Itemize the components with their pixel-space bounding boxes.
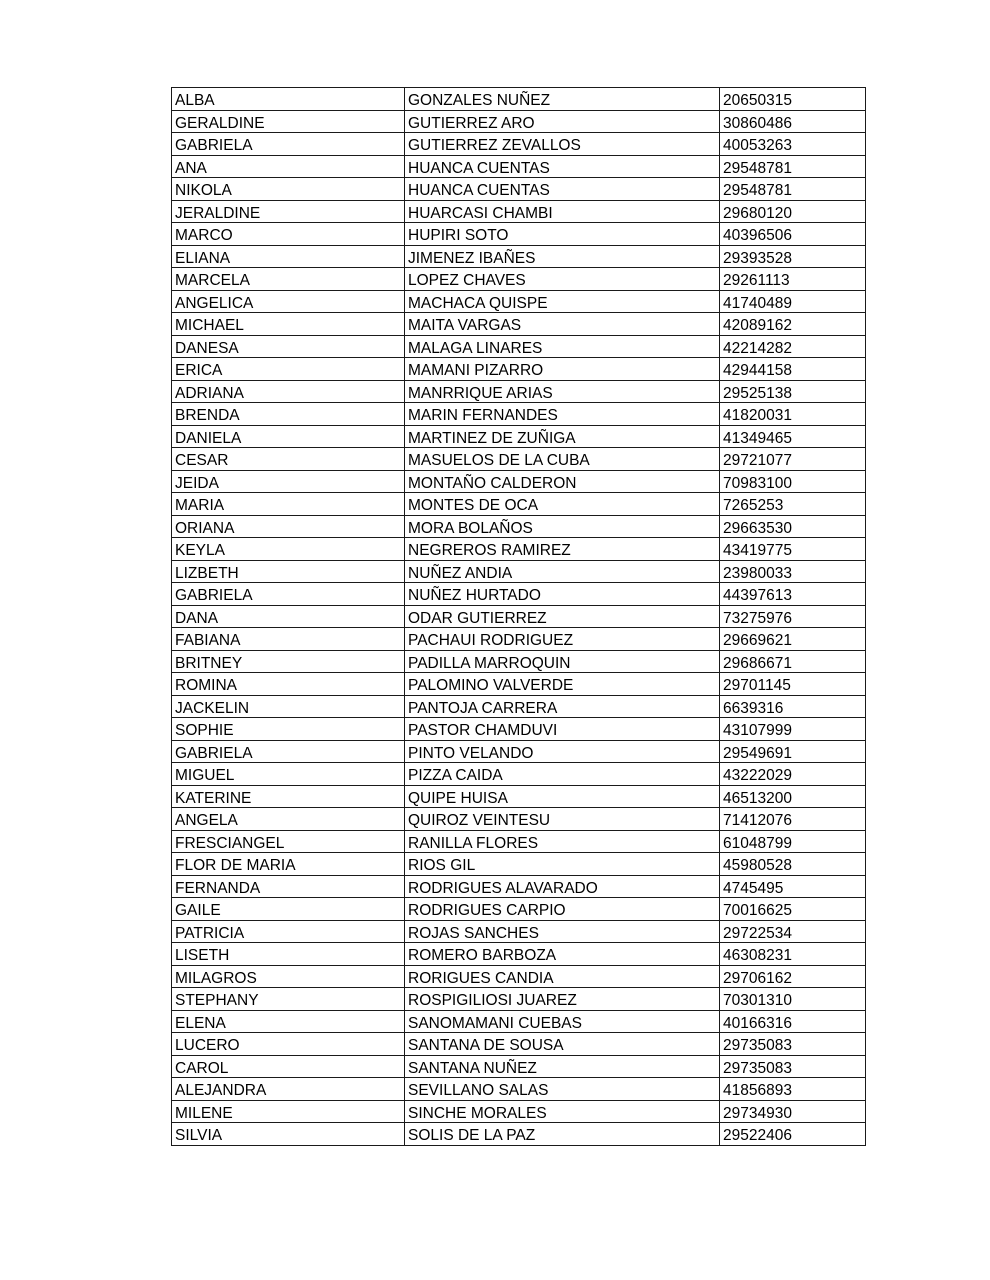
last-name-cell: PASTOR CHAMDUVI [405, 718, 720, 741]
first-name-cell: ELENA [172, 1010, 405, 1033]
first-name-cell: ERICA [172, 358, 405, 381]
table-row [172, 268, 866, 291]
first-name-cell: LISETH [172, 943, 405, 966]
id-number-cell: 44397613 [720, 583, 866, 606]
table-row [172, 110, 866, 133]
last-name-cell: PINTO VELANDO [405, 740, 720, 763]
last-name-cell: RIOS GIL [405, 853, 720, 876]
first-name-cell: JERALDINE [172, 200, 405, 223]
id-number-cell: 70301310 [720, 988, 866, 1011]
id-number-cell: 29706162 [720, 965, 866, 988]
last-name-cell: SANTANA NUÑEZ [405, 1055, 720, 1078]
table-row [172, 988, 866, 1011]
table-row [172, 965, 866, 988]
table-row [172, 155, 866, 178]
id-number-cell: 29663530 [720, 515, 866, 538]
first-name-cell: FABIANA [172, 628, 405, 651]
last-name-cell: GONZALES NUÑEZ [405, 88, 720, 111]
table-row [172, 583, 866, 606]
id-number-cell: 4745495 [720, 875, 866, 898]
id-number-cell: 30860486 [720, 110, 866, 133]
table-row [172, 763, 866, 786]
id-number-cell: 6639316 [720, 695, 866, 718]
table-row [172, 1010, 866, 1033]
table-row [172, 470, 866, 493]
id-number-cell: 46308231 [720, 943, 866, 966]
first-name-cell: FERNANDA [172, 875, 405, 898]
table-row [172, 650, 866, 673]
first-name-cell: BRENDA [172, 403, 405, 426]
id-number-cell: 29669621 [720, 628, 866, 651]
first-name-cell: LUCERO [172, 1033, 405, 1056]
first-name-cell: MARCELA [172, 268, 405, 291]
last-name-cell: HUARCASI CHAMBI [405, 200, 720, 223]
first-name-cell: ORIANA [172, 515, 405, 538]
table-row [172, 380, 866, 403]
table-row [172, 853, 866, 876]
table-row [172, 920, 866, 943]
last-name-cell: SANTANA DE SOUSA [405, 1033, 720, 1056]
id-number-cell: 43222029 [720, 763, 866, 786]
id-number-cell: 73275976 [720, 605, 866, 628]
first-name-cell: BRITNEY [172, 650, 405, 673]
table-row [172, 808, 866, 831]
id-number-cell: 29735083 [720, 1033, 866, 1056]
table-row [172, 448, 866, 471]
last-name-cell: GUTIERREZ ARO [405, 110, 720, 133]
table-row [172, 538, 866, 561]
last-name-cell: MACHACA QUISPE [405, 290, 720, 313]
first-name-cell: CAROL [172, 1055, 405, 1078]
id-number-cell: 29722534 [720, 920, 866, 943]
first-name-cell: JEIDA [172, 470, 405, 493]
last-name-cell: SEVILLANO SALAS [405, 1078, 720, 1101]
table-row [172, 785, 866, 808]
first-name-cell: MILENE [172, 1100, 405, 1123]
table-row [172, 313, 866, 336]
id-number-cell: 29522406 [720, 1123, 866, 1146]
last-name-cell: MARTINEZ DE ZUÑIGA [405, 425, 720, 448]
table-row [172, 605, 866, 628]
table-row [172, 88, 866, 111]
last-name-cell: NUÑEZ HURTADO [405, 583, 720, 606]
first-name-cell: DANIELA [172, 425, 405, 448]
id-number-cell: 29734930 [720, 1100, 866, 1123]
id-number-cell: 29680120 [720, 200, 866, 223]
id-number-cell: 42089162 [720, 313, 866, 336]
first-name-cell: ELIANA [172, 245, 405, 268]
id-number-cell: 29548781 [720, 155, 866, 178]
first-name-cell: GABRIELA [172, 740, 405, 763]
first-name-cell: NIKOLA [172, 178, 405, 201]
first-name-cell: DANA [172, 605, 405, 628]
last-name-cell: MAITA VARGAS [405, 313, 720, 336]
first-name-cell: GERALDINE [172, 110, 405, 133]
id-number-cell: 29686671 [720, 650, 866, 673]
last-name-cell: PALOMINO VALVERDE [405, 673, 720, 696]
id-number-cell: 29701145 [720, 673, 866, 696]
table-row [172, 943, 866, 966]
table-row [172, 245, 866, 268]
table-row [172, 718, 866, 741]
id-number-cell: 23980033 [720, 560, 866, 583]
last-name-cell: PANTOJA CARRERA [405, 695, 720, 718]
first-name-cell: KEYLA [172, 538, 405, 561]
first-name-cell: GABRIELA [172, 583, 405, 606]
last-name-cell: QUIROZ VEINTESU [405, 808, 720, 831]
first-name-cell: ALEJANDRA [172, 1078, 405, 1101]
id-number-cell: 29549691 [720, 740, 866, 763]
first-name-cell: ANA [172, 155, 405, 178]
first-name-cell: MARIA [172, 493, 405, 516]
table-row [172, 223, 866, 246]
id-number-cell: 46513200 [720, 785, 866, 808]
id-number-cell: 29721077 [720, 448, 866, 471]
last-name-cell: PACHAUI RODRIGUEZ [405, 628, 720, 651]
last-name-cell: SOLIS DE LA PAZ [405, 1123, 720, 1146]
table-row [172, 200, 866, 223]
id-number-cell: 70983100 [720, 470, 866, 493]
roster-table [171, 87, 866, 1146]
id-number-cell: 20650315 [720, 88, 866, 111]
last-name-cell: MALAGA LINARES [405, 335, 720, 358]
first-name-cell: GAILE [172, 898, 405, 921]
table-row [172, 1055, 866, 1078]
first-name-cell: SOPHIE [172, 718, 405, 741]
last-name-cell: JIMENEZ IBAÑES [405, 245, 720, 268]
table-row [172, 830, 866, 853]
first-name-cell: LIZBETH [172, 560, 405, 583]
first-name-cell: CESAR [172, 448, 405, 471]
last-name-cell: MANRRIQUE ARIAS [405, 380, 720, 403]
first-name-cell: MILAGROS [172, 965, 405, 988]
table-row [172, 515, 866, 538]
last-name-cell: LOPEZ CHAVES [405, 268, 720, 291]
last-name-cell: MORA BOLAÑOS [405, 515, 720, 538]
last-name-cell: MONTES DE OCA [405, 493, 720, 516]
table-row [172, 1100, 866, 1123]
first-name-cell: MICHAEL [172, 313, 405, 336]
id-number-cell: 41820031 [720, 403, 866, 426]
last-name-cell: RODRIGUES CARPIO [405, 898, 720, 921]
table-row [172, 695, 866, 718]
last-name-cell: PIZZA CAIDA [405, 763, 720, 786]
last-name-cell: MONTAÑO CALDERON [405, 470, 720, 493]
id-number-cell: 43419775 [720, 538, 866, 561]
last-name-cell: PADILLA MARROQUIN [405, 650, 720, 673]
last-name-cell: MAMANI PIZARRO [405, 358, 720, 381]
first-name-cell: FRESCIANGEL [172, 830, 405, 853]
table-row [172, 403, 866, 426]
first-name-cell: SILVIA [172, 1123, 405, 1146]
table-row [172, 133, 866, 156]
first-name-cell: ROMINA [172, 673, 405, 696]
id-number-cell: 41349465 [720, 425, 866, 448]
last-name-cell: RODRIGUES ALAVARADO [405, 875, 720, 898]
id-number-cell: 71412076 [720, 808, 866, 831]
table-row [172, 875, 866, 898]
last-name-cell: MARIN FERNANDES [405, 403, 720, 426]
table-row [172, 358, 866, 381]
table-row [172, 1123, 866, 1146]
table-row [172, 178, 866, 201]
last-name-cell: RORIGUES CANDIA [405, 965, 720, 988]
id-number-cell: 41856893 [720, 1078, 866, 1101]
last-name-cell: ROSPIGILIOSI JUAREZ [405, 988, 720, 1011]
table-row [172, 673, 866, 696]
id-number-cell: 61048799 [720, 830, 866, 853]
table-row [172, 560, 866, 583]
id-number-cell: 42944158 [720, 358, 866, 381]
last-name-cell: HUANCA CUENTAS [405, 178, 720, 201]
id-number-cell: 29548781 [720, 178, 866, 201]
table-row [172, 628, 866, 651]
id-number-cell: 42214282 [720, 335, 866, 358]
last-name-cell: SINCHE MORALES [405, 1100, 720, 1123]
last-name-cell: NUÑEZ ANDIA [405, 560, 720, 583]
last-name-cell: SANOMAMANI CUEBAS [405, 1010, 720, 1033]
id-number-cell: 40396506 [720, 223, 866, 246]
last-name-cell: ROJAS SANCHES [405, 920, 720, 943]
id-number-cell: 29525138 [720, 380, 866, 403]
first-name-cell: ADRIANA [172, 380, 405, 403]
id-number-cell: 43107999 [720, 718, 866, 741]
first-name-cell: STEPHANY [172, 988, 405, 1011]
first-name-cell: GABRIELA [172, 133, 405, 156]
id-number-cell: 7265253 [720, 493, 866, 516]
id-number-cell: 29393528 [720, 245, 866, 268]
table-row [172, 1078, 866, 1101]
table-row [172, 425, 866, 448]
first-name-cell: FLOR DE MARIA [172, 853, 405, 876]
first-name-cell: ANGELA [172, 808, 405, 831]
id-number-cell: 70016625 [720, 898, 866, 921]
id-number-cell: 29735083 [720, 1055, 866, 1078]
id-number-cell: 41740489 [720, 290, 866, 313]
first-name-cell: JACKELIN [172, 695, 405, 718]
table-row [172, 740, 866, 763]
table-row [172, 1033, 866, 1056]
table-row [172, 898, 866, 921]
last-name-cell: RANILLA FLORES [405, 830, 720, 853]
last-name-cell: ROMERO BARBOZA [405, 943, 720, 966]
id-number-cell: 29261113 [720, 268, 866, 291]
first-name-cell: KATERINE [172, 785, 405, 808]
first-name-cell: ALBA [172, 88, 405, 111]
first-name-cell: MARCO [172, 223, 405, 246]
document-page [171, 87, 865, 1146]
table-row [172, 335, 866, 358]
id-number-cell: 40166316 [720, 1010, 866, 1033]
last-name-cell: HUPIRI SOTO [405, 223, 720, 246]
last-name-cell: MASUELOS DE LA CUBA [405, 448, 720, 471]
last-name-cell: ODAR GUTIERREZ [405, 605, 720, 628]
first-name-cell: MIGUEL [172, 763, 405, 786]
last-name-cell: GUTIERREZ ZEVALLOS [405, 133, 720, 156]
first-name-cell: DANESA [172, 335, 405, 358]
last-name-cell: QUIPE HUISA [405, 785, 720, 808]
id-number-cell: 45980528 [720, 853, 866, 876]
roster-table-body [172, 88, 866, 1146]
last-name-cell: NEGREROS RAMIREZ [405, 538, 720, 561]
table-row [172, 290, 866, 313]
id-number-cell: 40053263 [720, 133, 866, 156]
first-name-cell: ANGELICA [172, 290, 405, 313]
first-name-cell: PATRICIA [172, 920, 405, 943]
last-name-cell: HUANCA CUENTAS [405, 155, 720, 178]
table-row [172, 493, 866, 516]
